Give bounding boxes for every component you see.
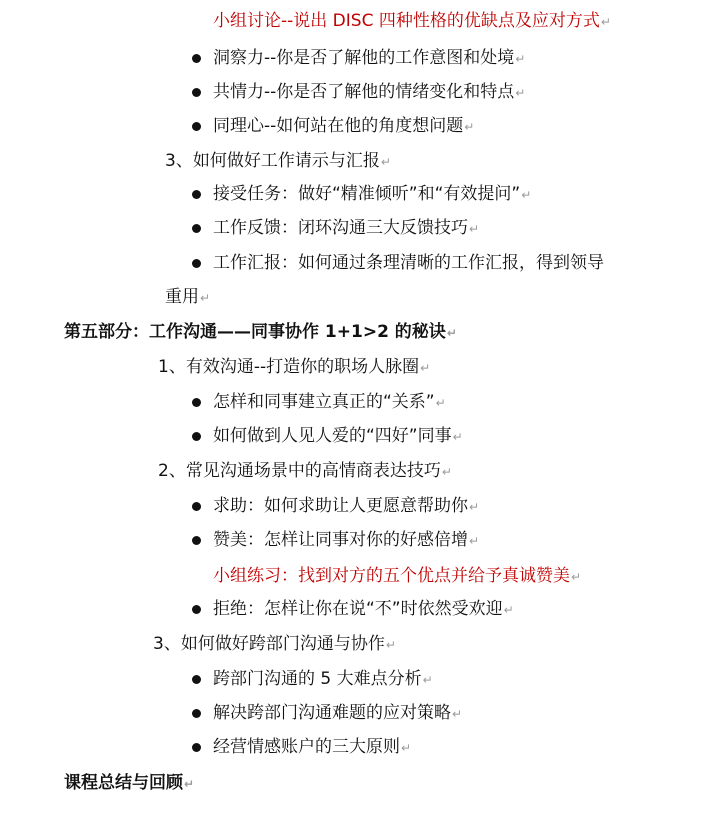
paragraph-mark-icon: ↵ — [503, 603, 514, 617]
paragraph-mark-icon: ↵ — [452, 430, 463, 444]
paragraph-mark-icon: ↵ — [464, 120, 475, 134]
section-heading: 3、如何做好跨部门沟通与协作↵ — [153, 634, 396, 654]
paragraph-mark-icon: ↵ — [380, 155, 391, 169]
paragraph-mark-icon: ↵ — [600, 15, 611, 29]
list-item: 洞察力--你是否了解他的工作意图和处境↵ — [213, 48, 526, 68]
bullet-icon — [192, 54, 201, 63]
part-five-heading: 第五部分：工作沟通——同事协作 1+1>2 的秘诀↵ — [64, 322, 457, 342]
list-item: 赞美：怎样让同事对你的好感倍增↵ — [213, 530, 480, 550]
course-summary-heading: 课程总结与回顾↵ — [64, 773, 195, 793]
list-item: 工作反馈：闭环沟通三大反馈技巧↵ — [213, 218, 480, 238]
paragraph-mark-icon: ↵ — [422, 673, 433, 687]
bullet-icon — [192, 190, 201, 199]
bullet-icon — [192, 398, 201, 407]
paragraph-mark-icon: ↵ — [435, 396, 446, 410]
list-item: 跨部门沟通的 5 大难点分析↵ — [213, 669, 433, 689]
paragraph-mark-icon: ↵ — [420, 361, 431, 375]
list-item-continuation: 重用↵ — [165, 287, 211, 307]
list-item: 接受任务：做好“精准倾听”和“有效提问”↵ — [213, 184, 532, 204]
list-item: 同理心--如何站在他的角度想问题↵ — [213, 116, 475, 136]
paragraph-mark-icon: ↵ — [200, 291, 211, 305]
discussion-line-disc: 小组讨论--说出 DISC 四种性格的优缺点及应对方式↵ — [213, 11, 611, 31]
paragraph-mark-icon: ↵ — [571, 570, 582, 584]
list-item: 经营情感账户的三大原则↵ — [213, 737, 412, 757]
list-item: 工作汇报：如何通过条理清晰的工作汇报，得到领导 — [213, 253, 604, 273]
bullet-icon — [192, 432, 201, 441]
list-item: 怎样和同事建立真正的“关系”↵ — [213, 392, 446, 412]
list-item: 拒绝：怎样让你在说“不”时依然受欢迎↵ — [213, 599, 514, 619]
section-heading: 3、如何做好工作请示与汇报↵ — [165, 151, 391, 171]
section-heading: 1、有效沟通--打造你的职场人脉圈↵ — [158, 357, 431, 377]
paragraph-mark-icon: ↵ — [469, 534, 480, 548]
practice-line-praise: 小组练习：找到对方的五个优点并给予真诚赞美↵ — [213, 566, 582, 586]
paragraph-mark-icon: ↵ — [469, 500, 480, 514]
list-item: 如何做到人见人爱的“四好”同事↵ — [213, 426, 463, 446]
paragraph-mark-icon: ↵ — [385, 638, 396, 652]
paragraph-mark-icon: ↵ — [452, 707, 463, 721]
bullet-icon — [192, 675, 201, 684]
paragraph-mark-icon: ↵ — [469, 222, 480, 236]
bullet-icon — [192, 743, 201, 752]
bullet-icon — [192, 605, 201, 614]
paragraph-mark-icon: ↵ — [515, 52, 526, 66]
bullet-icon — [192, 259, 201, 268]
list-item: 求助：如何求助让人更愿意帮助你↵ — [213, 496, 480, 516]
bullet-icon — [192, 502, 201, 511]
paragraph-mark-icon: ↵ — [521, 188, 532, 202]
paragraph-mark-icon: ↵ — [184, 777, 195, 791]
bullet-icon — [192, 709, 201, 718]
list-item: 解决跨部门沟通难题的应对策略↵ — [213, 703, 463, 723]
paragraph-mark-icon: ↵ — [401, 741, 412, 755]
paragraph-mark-icon: ↵ — [515, 86, 526, 100]
bullet-icon — [192, 224, 201, 233]
bullet-icon — [192, 122, 201, 131]
bullet-icon — [192, 88, 201, 97]
section-heading: 2、常见沟通场景中的高情商表达技巧↵ — [158, 461, 452, 481]
paragraph-mark-icon: ↵ — [441, 465, 452, 479]
bullet-icon — [192, 536, 201, 545]
list-item: 共情力--你是否了解他的情绪变化和特点↵ — [213, 82, 526, 102]
paragraph-mark-icon: ↵ — [446, 326, 457, 340]
